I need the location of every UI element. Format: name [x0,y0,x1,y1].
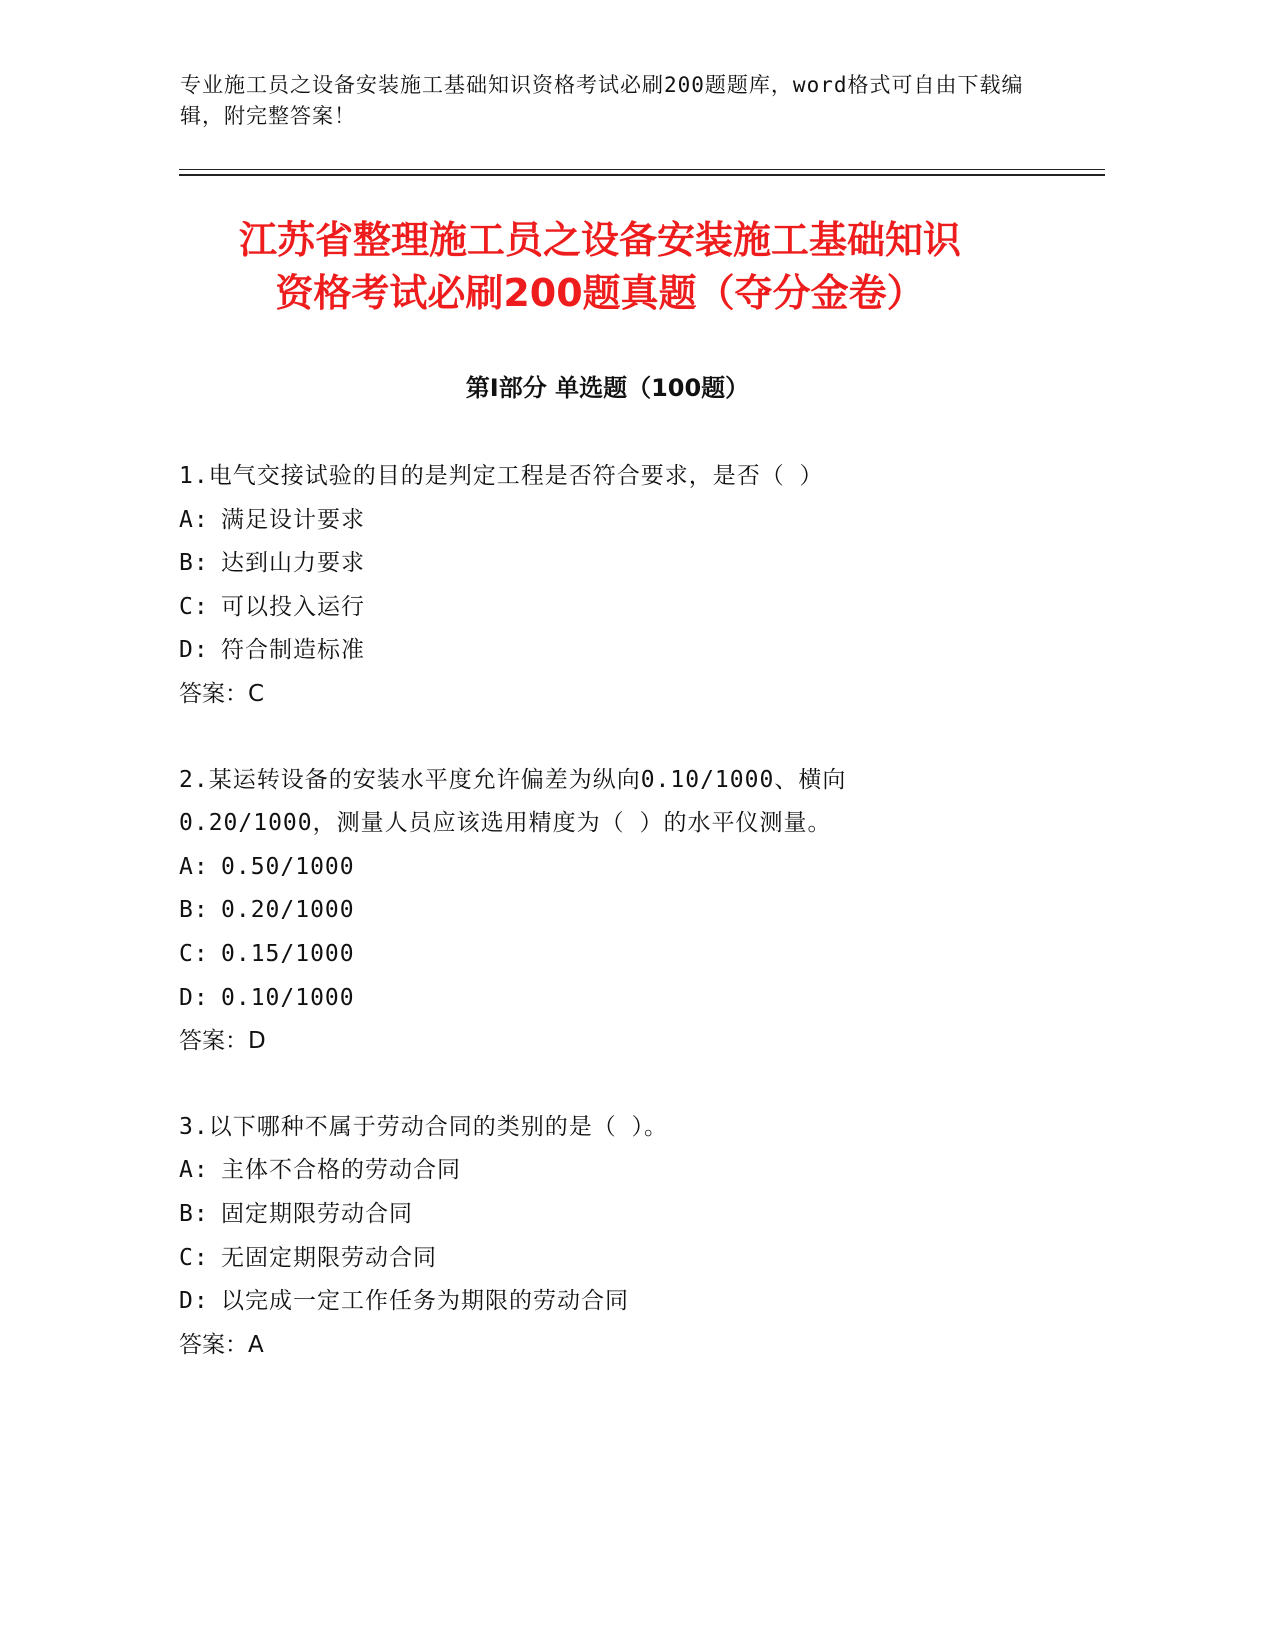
question-3 [179,1106,1079,1368]
answer [179,1020,1079,1064]
document-title-line-1: 江苏省整理施工员之设备安装施工基础知识 [238,218,961,262]
option-letter: C: [179,940,209,967]
option-c [179,586,1079,630]
answer-label: 答案： [179,1028,248,1055]
option-letter: A: [179,506,209,533]
option-letter: B: [179,550,209,577]
option-letter: D: [179,984,209,1011]
option-text: 固定期限劳动合同 [221,1200,413,1227]
option-text: 达到山力要求 [221,550,365,577]
document-title-line-2: 资格考试必刷200题真题（夺分金卷） [275,271,925,315]
option-text: 满足设计要求 [221,506,365,533]
option-text: 以完成一定工作任务为期限的劳动合同 [221,1288,629,1315]
question-1 [179,455,1079,717]
question-stem: 2.某运转设备的安装水平度允许偏差为纵向0.10/1000、横向0.20/1000，测量人员应该选用精度为（ ）的水平仪测量。 [179,766,847,837]
answer-value: C [248,680,265,707]
answer-value: D [248,1028,266,1055]
question-stem: 1.电气交接试验的目的是判定工程是否符合要求，是否（ ） [179,463,824,489]
option-text: 符合制造标准 [221,637,365,664]
option-b [179,542,1079,586]
option-text: 无固定期限劳动合同 [221,1244,437,1271]
option-letter: D: [179,1288,209,1315]
option-a [179,1149,1079,1193]
option-c [179,1237,1079,1281]
question-2 [179,759,1079,1064]
answer-label: 答案： [179,680,248,707]
answer-value: A [248,1331,264,1358]
option-d [179,977,1079,1021]
answer-label: 答案： [179,1331,248,1358]
option-letter: D: [179,637,209,664]
option-letter: B: [179,1200,209,1227]
option-d [179,1280,1079,1324]
option-b [179,1193,1079,1237]
option-d [179,629,1079,673]
option-c [179,933,1079,977]
question-list [179,455,1079,1409]
option-text: 0.20/1000 [221,897,355,924]
answer [179,1324,1079,1368]
option-letter: B: [179,897,209,924]
option-text: 0.15/1000 [221,940,355,967]
option-text: 可以投入运行 [221,593,365,620]
option-text: 0.50/1000 [221,853,355,880]
option-a [179,499,1079,543]
option-text: 0.10/1000 [221,984,355,1011]
answer [179,673,1079,717]
option-letter: A: [179,853,209,880]
option-letter: C: [179,1244,209,1271]
option-letter: A: [179,1157,209,1184]
option-b [179,889,1079,933]
header-note: 专业施工员之设备安装施工基础知识资格考试必刷200题题库，word格式可自由下载编辑，附完整答案！ [180,73,1024,128]
header-rule-thick [179,174,1105,176]
question-stem: 3.以下哪种不属于劳动合同的类别的是（ ）。 [179,1113,669,1140]
option-a [179,846,1079,890]
option-text: 主体不合格的劳动合同 [221,1157,461,1184]
header-rule-thin [179,169,1105,170]
option-letter: C: [179,593,209,620]
section-heading: 第Ⅰ部分 单选题（100题） [465,374,750,402]
document-title [150,214,1050,320]
